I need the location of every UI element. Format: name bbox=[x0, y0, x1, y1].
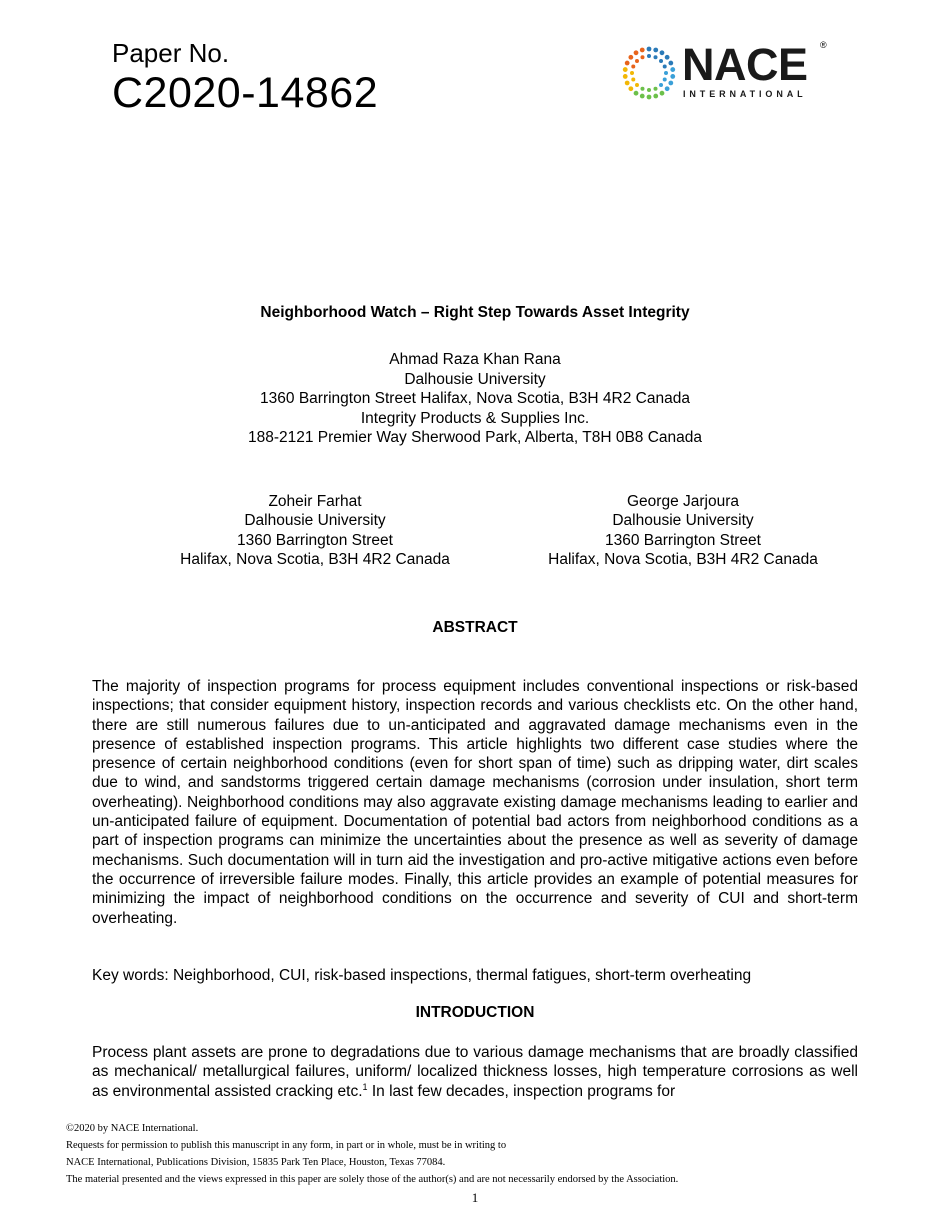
logo-dot bbox=[668, 81, 673, 86]
logo-registered-mark: ® bbox=[820, 40, 827, 50]
coauthor-right bbox=[530, 492, 836, 569]
logo-dot bbox=[634, 91, 639, 96]
logo-dot bbox=[653, 94, 658, 99]
logo-dot bbox=[647, 54, 651, 58]
coauthor-street: 1360 Barrington Street bbox=[605, 531, 761, 549]
coauthor-street: 1360 Barrington Street bbox=[237, 531, 393, 549]
paper-label: Paper No. bbox=[112, 38, 230, 68]
primary-author-address-1: 1360 Barrington Street Halifax, Nova Scotia, B3H 4R2 Canada bbox=[260, 390, 690, 407]
logo-dot bbox=[659, 83, 663, 87]
coauthor-name: Zoheir Farhat bbox=[268, 493, 362, 510]
coauthor-city: Halifax, Nova Scotia, B3H 4R2 Canada bbox=[180, 550, 450, 568]
logo-dot bbox=[635, 83, 639, 87]
logo-dot bbox=[660, 50, 665, 55]
logo-dot bbox=[670, 67, 675, 72]
primary-author-block bbox=[0, 350, 950, 448]
logo-dot bbox=[634, 50, 639, 55]
logo-dot bbox=[631, 64, 635, 68]
logo-dot bbox=[640, 94, 645, 99]
coauthor-city: Halifax, Nova Scotia, B3H 4R2 Canada bbox=[548, 550, 818, 568]
logo-dot bbox=[647, 88, 651, 92]
paper-number: C2020-14862 bbox=[112, 69, 379, 117]
logo-dot bbox=[654, 87, 658, 91]
primary-author-name: Ahmad Raza Khan Rana bbox=[389, 351, 561, 368]
logo-dot bbox=[665, 86, 670, 91]
introduction-heading: INTRODUCTION bbox=[415, 1004, 535, 1021]
logo-dot bbox=[647, 95, 652, 100]
logo-dot bbox=[635, 59, 639, 63]
logo-dot bbox=[653, 48, 658, 53]
primary-author-address-2: 188-2121 Premier Way Sherwood Park, Alberta, T8H 0B8 Canada bbox=[247, 429, 703, 446]
logo-dot bbox=[628, 55, 633, 60]
footer-copyright: ©2020 by NACE International. bbox=[66, 1123, 199, 1134]
copyright-footer bbox=[66, 1120, 678, 1188]
nace-logo bbox=[620, 40, 830, 106]
footer-address: NACE International, Publications Division, 15835 Park Ten Place, Houston, Texas 77084. bbox=[66, 1157, 446, 1168]
footer-disclaimer: The material presented and the views expressed in this paper are solely those of the author(s) and are not necessarily endorsed by the Association. bbox=[66, 1174, 679, 1185]
keywords: Key words: Neighborhood, CUI, risk-based inspections, thermal fatigues, short-term overheating bbox=[92, 967, 752, 984]
reference-marker[interactable]: 1 bbox=[362, 1081, 368, 1092]
coauthor-affiliation: Dalhousie University bbox=[612, 512, 754, 530]
primary-author-affiliation-2: Integrity Products & Supplies Inc. bbox=[360, 409, 590, 427]
logo-dot bbox=[660, 91, 665, 96]
logo-dot bbox=[631, 78, 635, 82]
logo-dot bbox=[663, 78, 667, 82]
primary-author-affiliation-1: Dalhousie University bbox=[404, 370, 546, 388]
coauthor-left bbox=[160, 492, 470, 569]
footer-permission: Requests for permission to publish this manuscript in any form, in part or in whole, must be in writing to bbox=[66, 1140, 507, 1151]
logo-subtitle: INTERNATIONAL bbox=[683, 89, 807, 99]
page-number: 1 bbox=[471, 1190, 479, 1205]
nace-dotted-ring-icon bbox=[620, 44, 678, 102]
logo-dot bbox=[640, 87, 644, 91]
logo-dot bbox=[670, 74, 675, 79]
logo-dot bbox=[640, 55, 644, 59]
coauthor-affiliation: Dalhousie University bbox=[244, 512, 386, 530]
abstract-heading: ABSTRACT bbox=[432, 619, 518, 636]
logo-dot bbox=[668, 61, 673, 66]
logo-dot bbox=[664, 71, 668, 75]
logo-dot bbox=[628, 86, 633, 91]
logo-dot bbox=[665, 55, 670, 60]
logo-dot bbox=[625, 61, 630, 66]
logo-dot bbox=[663, 64, 667, 68]
logo-dot bbox=[640, 48, 645, 53]
logo-dot bbox=[654, 55, 658, 59]
abstract-text: The majority of inspection programs for process equipment includes conventional inspections or risk-based inspections; that consider equipment history, inspection records and various checklists etc. On the other hand, there are still numerous failures due to un-anticipated and aggravated damage mechanisms even in the presence of established inspection programs. This article highlights two different case studies where the presence of certain neighborhood conditions (even for short span of time) such as dripping water, dirt scales due to wind, and sandstorms triggered certain damage mechanisms (corrosion under insulation, short term overheating). Neighborhood conditions may also aggravate existing damage mechanisms leading to earlier and un-anticipated failure of equipment. Documentation of potential bad actors from neighborhood conditions as a part of inspection programs can minimize the uncertainties about the presence as well as severity of damage mechanisms. Such documentation will in turn aid the investigation and pro-active mitigative actions even before the occurrence of irreversible failure modes. Finally, this article provides an example of potential measures for minimizing the impact of neighborhood conditions on the occurrence and severity of CUI and short-term overheating. bbox=[92, 678, 858, 927]
logo-dot bbox=[623, 67, 628, 72]
logo-dot bbox=[623, 74, 628, 79]
logo-word: NACE bbox=[682, 39, 808, 90]
paper-number-block bbox=[112, 40, 378, 115]
introduction-text-part-2: In last few decades, inspection programs for bbox=[367, 1082, 676, 1100]
logo-dot bbox=[647, 47, 652, 52]
introduction-text-part-1: Process plant assets are prone to degradations due to various damage mechanisms that are broadly classified as mechanical/ metallurgical failures, uniform/ localized thickness losses, high temperature corrosions as well as environmental assisted cracking etc. bbox=[92, 1044, 858, 1100]
logo-dot bbox=[659, 59, 663, 63]
introduction-text bbox=[92, 1043, 858, 1101]
coauthor-name: George Jarjoura bbox=[626, 493, 739, 510]
paper-title: Neighborhood Watch – Right Step Towards Asset Integrity bbox=[260, 304, 690, 321]
logo-dot bbox=[625, 81, 630, 86]
logo-dot bbox=[630, 71, 634, 75]
